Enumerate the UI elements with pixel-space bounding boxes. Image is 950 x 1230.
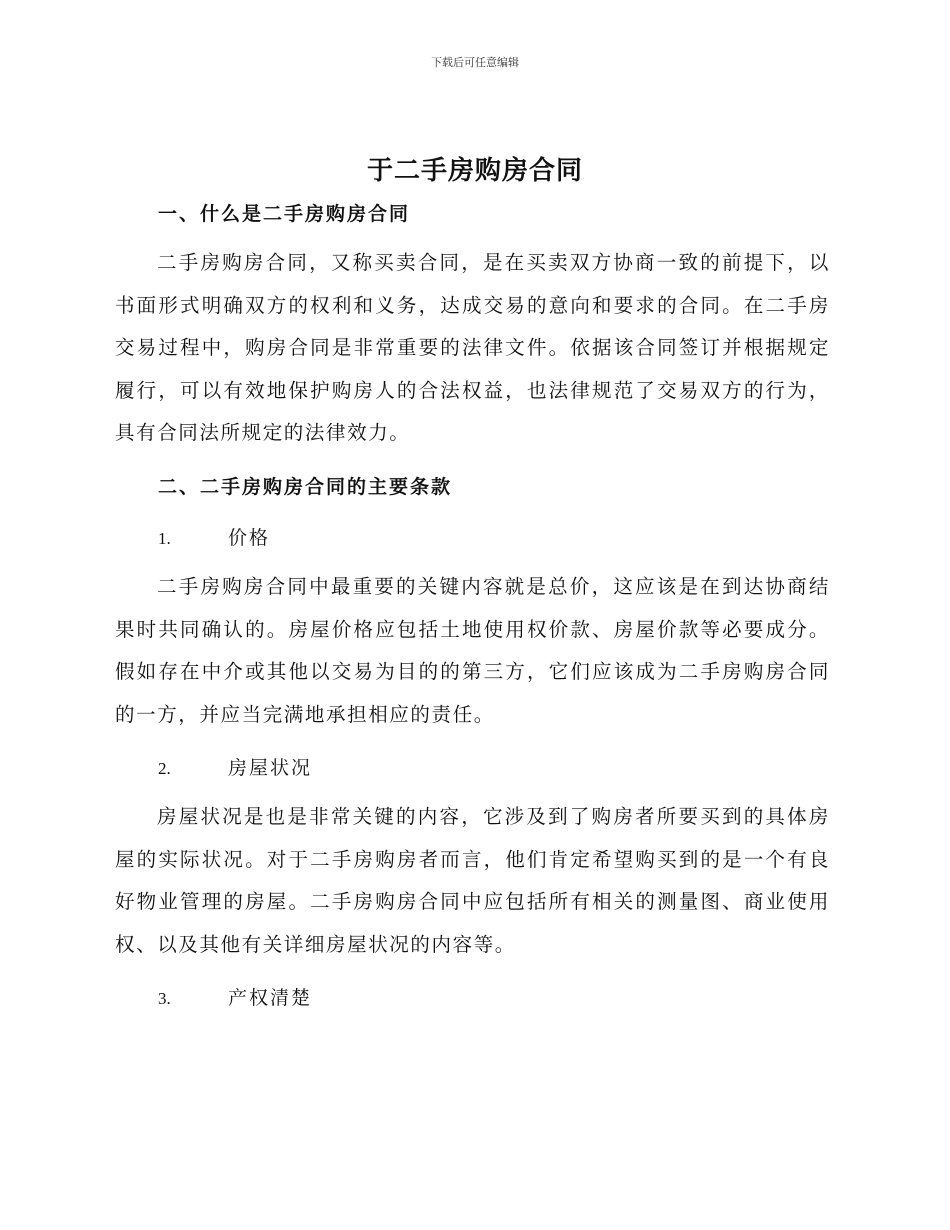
clause-1-paragraph: 二手房购房合同中最重要的关键内容就是总价，这应该是在到达协商结果时共同确认的。房屋价格应包括土地使用权价款、房屋价款等必要成分。假如存在中介或其他以交易为目的的第三方，它们应该成为二手房购房合同的一方，并应当完满地承担相应的责任。: [115, 575, 830, 726]
section-heading-2: 二、二手房购房合同的主要条款: [158, 476, 453, 498]
section-heading-1: 一、什么是二手房购房合同: [158, 203, 411, 225]
clause-2-paragraph: 房屋状况是也是非常关键的内容，它涉及到了购房者所要买到的具体房屋的实际状况。对于二手房购房者而言，他们肯定希望购买到的是一个有良好物业管理的房屋。二手房购房合同中应包括所有相关的测量图、商业使用权、以及其他有关详细房屋状况的内容等。: [115, 805, 830, 956]
clause-label: 产权清楚: [228, 987, 313, 1009]
clause-number: 2.: [158, 759, 171, 778]
clause-number: 3.: [158, 989, 171, 1008]
clause-item-3: [158, 983, 312, 1010]
clause-item-1: [158, 523, 270, 550]
clause-number: 1.: [158, 529, 171, 548]
clause-label: 房屋状况: [228, 757, 313, 779]
clause-item-2: [158, 753, 312, 780]
header-note: 下载后可任意编辑: [431, 56, 519, 69]
document-title: 于二手房购房合同: [366, 156, 583, 186]
section-1-paragraph: 二手房购房合同，又称买卖合同，是在买卖双方协商一致的前提下，以书面形式明确双方的权利和义务，达成交易的意向和要求的合同。在二手房交易过程中，购房合同是非常重要的法律文件。依据该合同签订并根据规定履行，可以有效地保护购房人的合法权益，也法律规范了交易双方的行为，具有合同法所规定的法律效力。: [115, 251, 830, 444]
clause-label: 价格: [228, 527, 271, 549]
